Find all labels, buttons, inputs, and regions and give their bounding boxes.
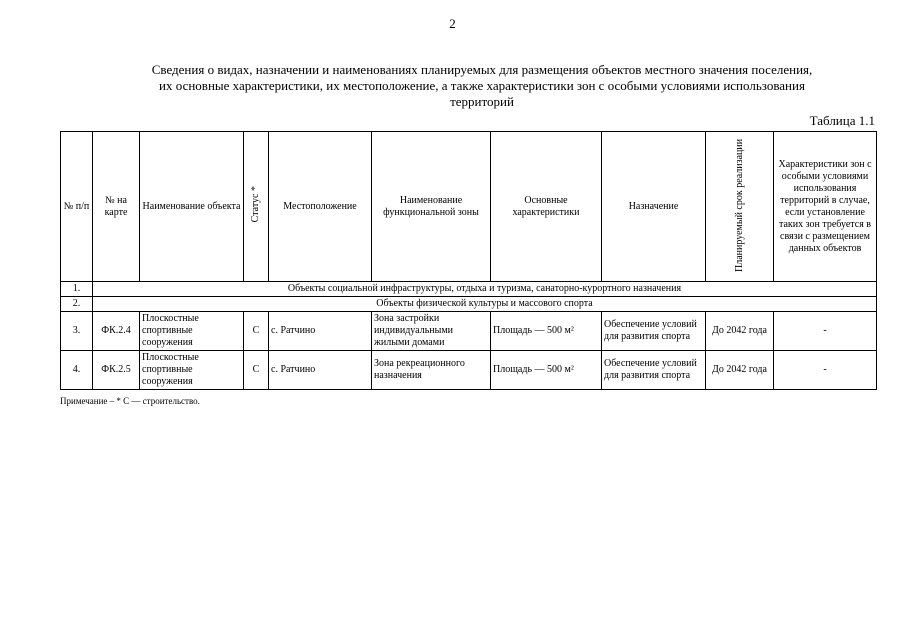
header-term (706, 132, 774, 282)
cell-name: Плоскостные спортивные сооружения (140, 351, 244, 390)
header-characteristics: Основные характеристики (491, 132, 602, 282)
heading-line-1: Сведения о видах, назначении и наименованиях планируемых для размещения объектов местного значения поселения, (151, 62, 813, 77)
cell-zone-characteristics: - (774, 351, 877, 390)
page-number: 2 (449, 16, 456, 31)
cell-status: С (244, 312, 269, 351)
section-num: 1. (61, 282, 93, 297)
section-title: Объекты физической культуры и массового спорта (93, 297, 877, 312)
cell-zone: Зона застройки индивидуальными жилыми домами (372, 312, 491, 351)
header-status (244, 132, 269, 282)
cell-num: 3. (61, 312, 93, 351)
cell-num: 4. (61, 351, 93, 390)
cell-name: Плоскостные спортивные сооружения (140, 312, 244, 351)
table-note: Примечание – * С — строительство. (60, 396, 200, 406)
cell-zone-characteristics: - (774, 312, 877, 351)
cell-purpose: Обеспечение условий для развития спорта (602, 312, 706, 351)
section-row (61, 282, 877, 297)
table-label: Таблица 1.1 (809, 113, 875, 128)
heading-line-2: их основные характеристики, их местоположение, а также характеристики зон с особыми условиями использования (159, 78, 805, 93)
header-zone-characteristics: Характеристики зон с особыми условиями использования территорий в случае, если установление таких зон требуется в связи с размещением данных объектов (774, 132, 877, 282)
cell-characteristics: Площадь — 500 м² (491, 351, 602, 390)
cell-map-num: ФК.2.5 (93, 351, 140, 390)
header-map-num: № на карте (93, 132, 140, 282)
cell-characteristics: Площадь — 500 м² (491, 312, 602, 351)
section-title: Объекты социальной инфраструктуры, отдыха и туризма, санаторно-курортного назначения (93, 282, 877, 297)
table-header-row (61, 132, 877, 282)
heading-line-3: территорий (450, 94, 514, 109)
section-num: 2. (61, 297, 93, 312)
header-num: № п/п (61, 132, 93, 282)
objects-table (60, 131, 877, 390)
cell-term: До 2042 года (706, 312, 774, 351)
table-row (61, 312, 877, 351)
cell-status: С (244, 351, 269, 390)
cell-location: с. Ратчино (269, 351, 372, 390)
cell-map-num: ФК.2.4 (93, 312, 140, 351)
document-heading (82, 62, 882, 110)
header-purpose: Назначение (602, 132, 706, 282)
header-location: Местоположение (269, 132, 372, 282)
table-row (61, 351, 877, 390)
cell-purpose: Обеспечение условий для развития спорта (602, 351, 706, 390)
cell-location: с. Ратчино (269, 312, 372, 351)
header-status-label: Статус * (250, 186, 261, 223)
cell-zone: Зона рекреационного назначения (372, 351, 491, 390)
header-zone: Наименование функциональной зоны (372, 132, 491, 282)
section-row (61, 297, 877, 312)
header-name: Наименование объекта (140, 132, 244, 282)
cell-term: До 2042 года (706, 351, 774, 390)
header-term-label: Планируемый срок реализации (733, 137, 745, 272)
